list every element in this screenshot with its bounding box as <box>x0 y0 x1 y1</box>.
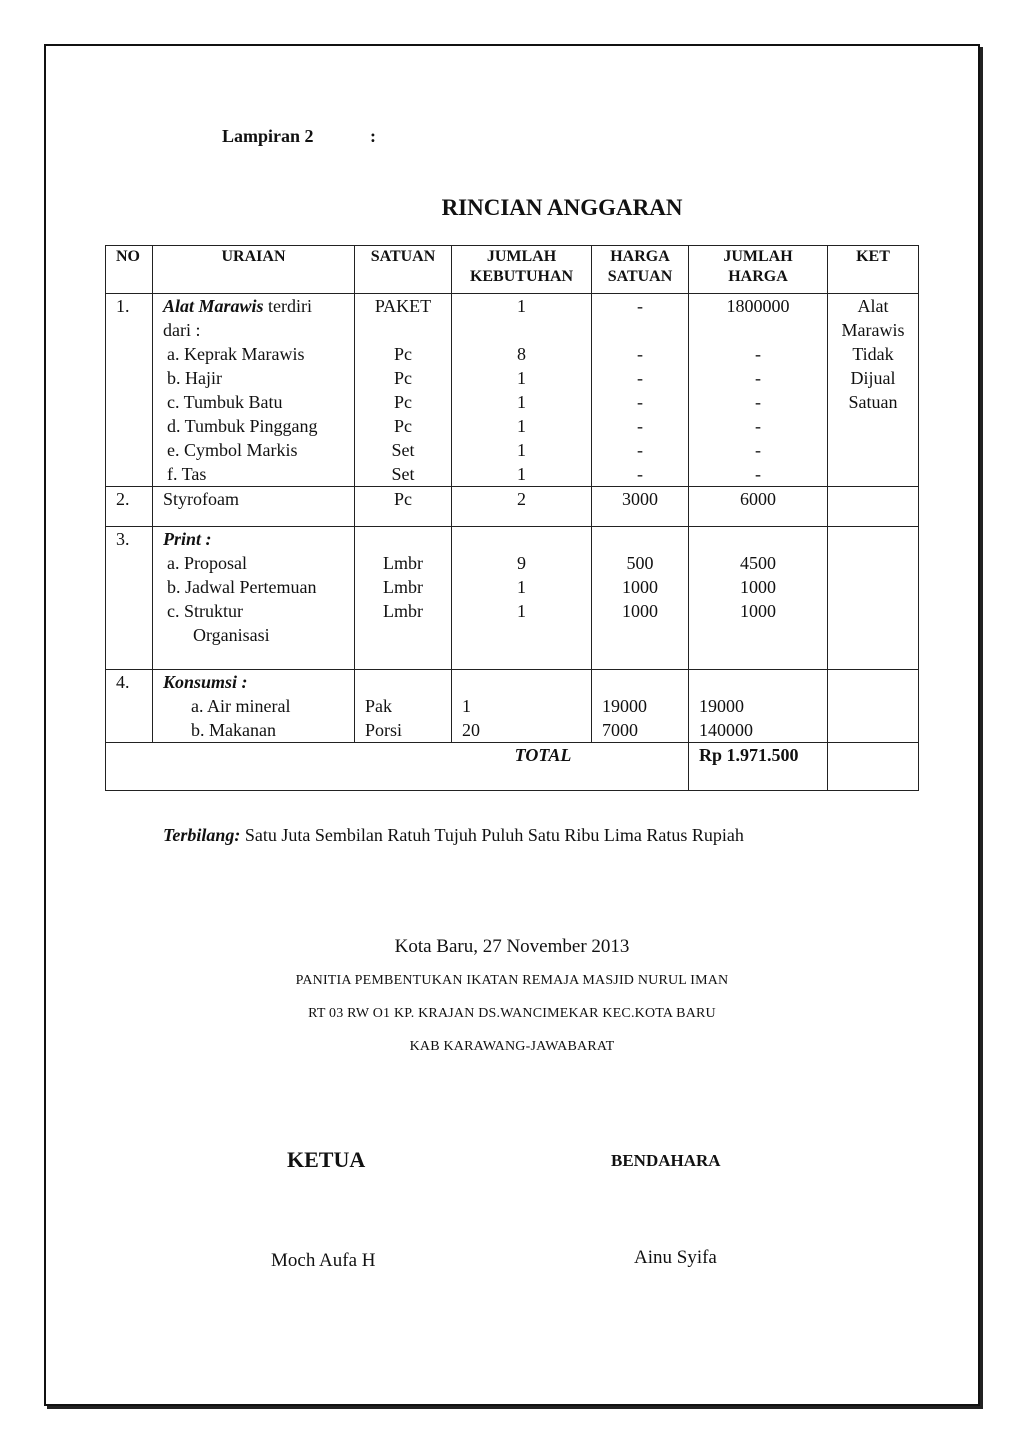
table-row <box>106 294 919 487</box>
row3-item-c-cont: Organisasi <box>193 625 270 645</box>
total-value: Rp 1.971.500 <box>699 745 799 765</box>
row1-item-e: e. Cymbol Markis <box>167 440 298 460</box>
org-line-2: RT 03 RW O1 KP. KRAJAN DS.WANCIMEKAR KEC.KOTA BARU <box>308 1006 716 1021</box>
row1-item-a-satuan: Pc <box>394 344 412 364</box>
row3-jumlah <box>452 527 592 670</box>
row1-item-d-satuan: Pc <box>394 416 412 436</box>
terbilang-label: Terbilang: <box>163 825 241 845</box>
lampiran-colon: : <box>370 126 376 146</box>
row3-title: Print : <box>163 529 212 549</box>
row3-ket <box>828 527 919 670</box>
header-satuan: SATUAN <box>355 246 452 294</box>
row3-item-a-total: 4500 <box>740 553 776 573</box>
header-no: NO <box>106 246 153 294</box>
table-row <box>106 527 919 670</box>
org-line-1: PANITIA PEMBENTUKAN IKATAN REMAJA MASJID NURUL IMAN <box>295 973 729 988</box>
row1-ket-line1: Alat <box>857 296 889 316</box>
bendahara-title: BENDAHARA <box>611 1151 721 1170</box>
row4-satuan <box>355 670 452 743</box>
row3-harga <box>592 527 689 670</box>
row1-jumlah-main: 1 <box>517 296 526 316</box>
row4-title: Konsumsi : <box>163 672 248 692</box>
row1-ket-line4: Dijual <box>850 368 896 388</box>
row3-item-c-harga: 1000 <box>622 601 658 621</box>
row1-item-a-harga: - <box>637 344 643 364</box>
row4-item-b-harga: 7000 <box>602 720 638 740</box>
row1-item-e-satuan: Set <box>391 440 415 460</box>
org-line-3: KAB KARAWANG-JAWABARAT <box>409 1039 615 1054</box>
row1-item-c-satuan: Pc <box>394 392 412 412</box>
row4-jumlah <box>452 670 592 743</box>
row3-item-a-jumlah: 9 <box>517 553 526 573</box>
row2-total: 6000 <box>689 487 828 527</box>
header-ket: KET <box>828 246 919 294</box>
row2-jumlah: 2 <box>452 487 592 527</box>
row3-item-b: b. Jadwal Pertemuan <box>167 577 317 597</box>
row1-item-f-harga: - <box>637 464 643 484</box>
row1-total <box>689 294 828 487</box>
row1-item-a-jumlah: 8 <box>517 344 526 364</box>
row1-item-d: d. Tumbuk Pinggang <box>167 416 318 436</box>
row2-ket <box>828 487 919 527</box>
row1-item-e-jumlah: 1 <box>517 440 526 460</box>
lampiran-label: Lampiran 2 <box>222 126 314 146</box>
row3-item-a-harga: 500 <box>626 553 654 573</box>
row4-uraian <box>153 670 355 743</box>
header-harga-satuan-line1: HARGA <box>610 248 670 265</box>
budget-table <box>105 245 919 791</box>
table-total-row <box>106 743 919 791</box>
row3-total <box>689 527 828 670</box>
table-header-row <box>106 246 919 294</box>
row1-title <box>163 294 354 318</box>
row1-item-d-harga: - <box>637 416 643 436</box>
terbilang-text: Satu Juta Sembilan Ratuh Tujuh Puluh Satu Ribu Lima Ratus Rupiah <box>240 825 744 845</box>
row1-title-bold: Alat Marawis <box>163 296 264 316</box>
row1-item-c-total: - <box>755 392 761 412</box>
row1-item-b: b. Hajir <box>167 368 222 388</box>
row1-satuan <box>355 294 452 487</box>
row2-harga: 3000 <box>592 487 689 527</box>
row3-item-b-satuan: Lmbr <box>383 577 423 597</box>
ketua-name: Moch Aufa H <box>271 1250 376 1271</box>
header-jumlah-harga-line2: HARGA <box>728 268 788 285</box>
row3-item-a-satuan: Lmbr <box>383 553 423 573</box>
row4-item-b-jumlah: 20 <box>462 720 480 740</box>
header-harga-satuan <box>592 246 689 294</box>
row4-item-a-satuan: Pak <box>365 696 392 716</box>
header-jumlah-kebutuhan <box>452 246 592 294</box>
row2-no: 2. <box>106 487 153 527</box>
table-row <box>106 487 919 527</box>
row3-item-b-total: 1000 <box>740 577 776 597</box>
total-label: TOTAL <box>514 745 572 765</box>
row1-harga <box>592 294 689 487</box>
row1-item-d-total: - <box>755 416 761 436</box>
row3-item-c: c. Struktur <box>167 601 243 621</box>
row1-item-a-total: - <box>755 344 761 364</box>
header-uraian: URAIAN <box>153 246 355 294</box>
header-jumlah-kebutuhan-line1: JUMLAH <box>486 248 557 265</box>
row4-item-b: b. Makanan <box>191 720 276 740</box>
row1-uraian <box>153 294 355 487</box>
header-jumlah-kebutuhan-line2: KEBUTUHAN <box>469 268 574 285</box>
row1-item-c-harga: - <box>637 392 643 412</box>
row1-item-d-jumlah: 1 <box>517 416 526 436</box>
row1-item-f-total: - <box>755 464 761 484</box>
row1-item-b-jumlah: 1 <box>517 368 526 388</box>
row3-item-b-harga: 1000 <box>622 577 658 597</box>
table-row <box>106 670 919 743</box>
row3-item-c-satuan: Lmbr <box>383 601 423 621</box>
row3-item-a: a. Proposal <box>167 553 247 573</box>
row1-title-line2: dari : <box>163 320 201 340</box>
row1-ket <box>828 294 919 487</box>
row3-item-c-total: 1000 <box>740 601 776 621</box>
row1-item-f: f. Tas <box>167 464 207 484</box>
document-title: RINCIAN ANGGARAN <box>441 195 683 220</box>
row1-item-f-satuan: Set <box>391 464 415 484</box>
row4-item-a: a. Air mineral <box>191 696 291 716</box>
total-label-cell <box>106 743 689 791</box>
row4-item-a-harga: 19000 <box>602 696 647 716</box>
total-value-cell <box>689 743 828 791</box>
terbilang-line <box>163 825 744 846</box>
row1-ket-line3: Tidak <box>852 344 894 364</box>
row1-title-rest: terdiri <box>263 296 313 316</box>
row1-item-f-jumlah: 1 <box>517 464 526 484</box>
row1-harga-main: - <box>637 296 643 316</box>
row3-item-c-jumlah: 1 <box>517 601 526 621</box>
row4-item-a-jumlah: 1 <box>462 696 471 716</box>
row1-jumlah <box>452 294 592 487</box>
row1-no: 1. <box>106 294 153 487</box>
place-date: Kota Baru, 27 November 2013 <box>394 936 630 957</box>
row4-item-a-total: 19000 <box>699 696 744 716</box>
row3-satuan <box>355 527 452 670</box>
row1-item-a: a. Keprak Marawis <box>167 344 305 364</box>
bendahara-name: Ainu Syifa <box>634 1247 717 1268</box>
row4-harga <box>592 670 689 743</box>
ketua-title: KETUA <box>287 1147 366 1172</box>
row1-item-c-jumlah: 1 <box>517 392 526 412</box>
total-ket-cell <box>828 743 919 791</box>
header-jumlah-harga <box>689 246 828 294</box>
row4-total <box>689 670 828 743</box>
header-jumlah-harga-line1: JUMLAH <box>723 248 793 265</box>
row1-ket-line2: Marawis <box>841 320 905 340</box>
row1-item-e-harga: - <box>637 440 643 460</box>
row1-item-b-satuan: Pc <box>394 368 412 388</box>
row1-ket-line5: Satuan <box>848 392 898 412</box>
row4-item-b-total: 140000 <box>699 720 753 740</box>
row4-no: 4. <box>106 670 153 743</box>
row3-item-b-jumlah: 1 <box>517 577 526 597</box>
row1-item-e-total: - <box>755 440 761 460</box>
header-harga-satuan-line2: SATUAN <box>607 268 673 285</box>
row4-item-b-satuan: Porsi <box>365 720 403 740</box>
row1-item-b-harga: - <box>637 368 643 388</box>
row1-total-main: 1800000 <box>726 296 790 316</box>
row3-uraian <box>153 527 355 670</box>
row2-satuan: Pc <box>355 487 452 527</box>
row4-ket <box>828 670 919 743</box>
row1-item-b-total: - <box>755 368 761 388</box>
row3-no: 3. <box>106 527 153 670</box>
row1-item-c: c. Tumbuk Batu <box>167 392 283 412</box>
row1-satuan-main: PAKET <box>374 296 432 316</box>
row2-uraian: Styrofoam <box>153 487 355 527</box>
